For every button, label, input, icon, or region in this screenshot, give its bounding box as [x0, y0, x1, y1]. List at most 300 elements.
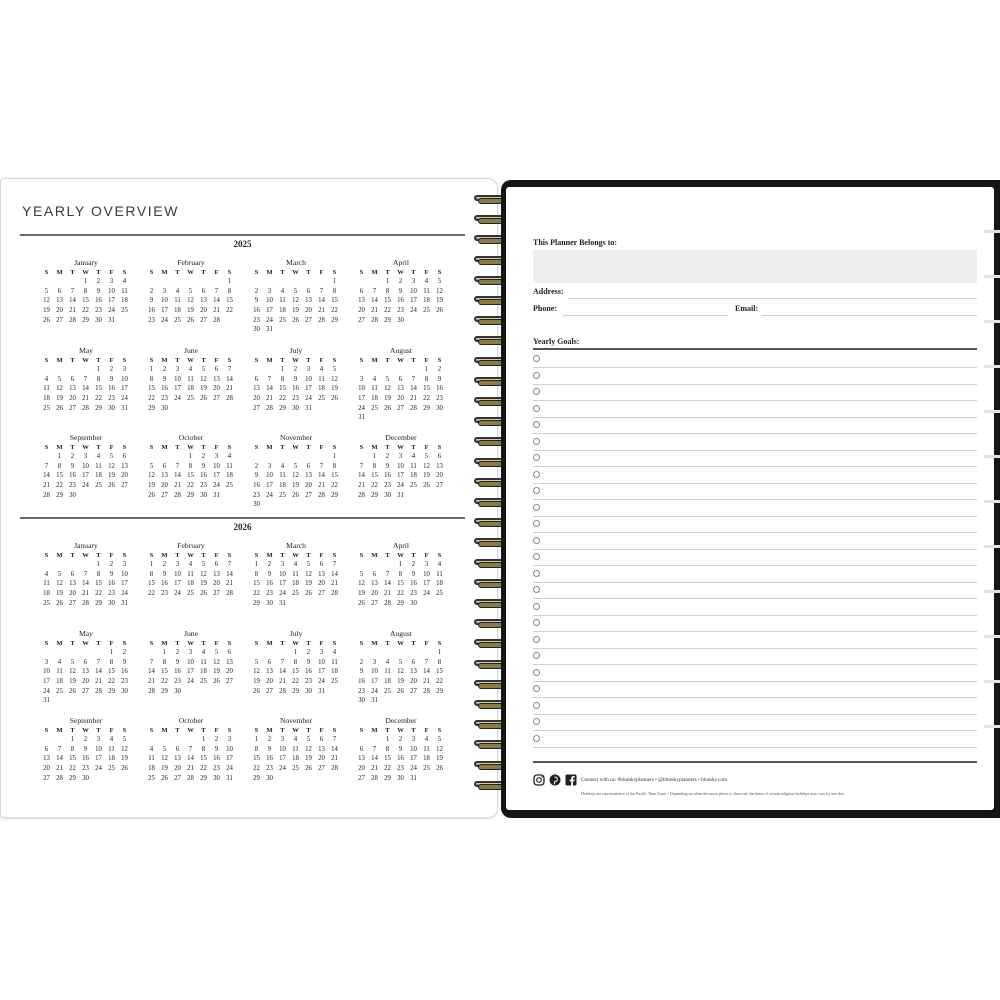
weekday-letter: F — [214, 552, 219, 559]
goal-line[interactable] — [533, 549, 977, 566]
day-number: 5 — [359, 570, 364, 578]
day-number: 24 — [279, 590, 286, 598]
owner-name-field[interactable] — [533, 250, 977, 283]
day-number: 1 — [254, 561, 259, 568]
day-number: 3 — [122, 561, 127, 568]
day-number: 29 — [253, 599, 260, 607]
goal-line[interactable] — [533, 533, 977, 550]
day-number: 9 — [122, 658, 127, 666]
empty-day — [368, 277, 381, 287]
day-number: 6 — [227, 649, 232, 656]
empty-day — [158, 277, 171, 287]
weekday-letter: T — [411, 269, 416, 276]
goal-line[interactable] — [533, 599, 977, 616]
empty-day — [40, 735, 53, 745]
goals-rule — [533, 348, 977, 350]
day-number: 17 — [187, 668, 194, 676]
day-number: 22 — [253, 765, 260, 773]
weekday-letter: T — [411, 444, 416, 451]
weekday-letter: M — [161, 727, 168, 734]
day-number: 19 — [436, 297, 443, 305]
day-number: 20 — [305, 307, 312, 315]
empty-day — [40, 560, 53, 570]
day-number: 13 — [253, 385, 260, 393]
pinterest-icon — [549, 774, 561, 786]
day-number: 12 — [69, 668, 76, 676]
day-number: 4 — [122, 278, 127, 285]
yearly-goals-label: Yearly Goals: — [533, 337, 580, 346]
month-july-2025 — [250, 346, 342, 413]
weekday-letter: S — [254, 727, 259, 734]
weekday-letter: M — [266, 444, 273, 451]
day-number: 2 — [162, 366, 167, 373]
weekday-letter: M — [56, 727, 63, 734]
weekday-header — [145, 356, 237, 365]
day-number: 21 — [266, 395, 273, 403]
day-number: 30 — [174, 687, 181, 695]
empty-day — [381, 365, 394, 375]
month-march-2025 — [250, 258, 342, 335]
day-number: 26 — [253, 687, 260, 695]
day-number: 25 — [318, 395, 325, 403]
goal-checkbox-icon[interactable] — [533, 619, 540, 626]
month-october-2025 — [145, 433, 237, 500]
day-number: 18 — [423, 297, 430, 305]
weekday-letter: T — [70, 357, 75, 364]
day-number: 26 — [331, 395, 338, 403]
day-number: 19 — [121, 755, 128, 763]
day-number: 12 — [436, 745, 443, 753]
weekday-header — [40, 356, 132, 365]
phone-label: Phone: — [533, 304, 557, 313]
day-number: 14 — [213, 297, 220, 305]
month-name: April — [392, 541, 410, 550]
day-number: 17 — [43, 678, 50, 686]
day-number: 9 — [411, 570, 416, 578]
weekday-letter: S — [44, 640, 49, 647]
day-number: 12 — [56, 580, 63, 588]
day-number: 16 — [148, 307, 155, 315]
day-number: 31 — [226, 774, 233, 782]
goal-line[interactable] — [533, 467, 977, 484]
month-name: March — [286, 541, 306, 550]
day-number: 19 — [69, 678, 76, 686]
day-number: 16 — [108, 580, 115, 588]
day-number: 22 — [95, 590, 102, 598]
day-number: 9 — [83, 745, 88, 753]
empty-day — [368, 560, 381, 570]
goal-checkbox-icon[interactable] — [533, 520, 540, 527]
day-number: 18 — [148, 765, 155, 773]
day-number: 28 — [331, 590, 338, 598]
day-number: 25 — [43, 404, 50, 412]
day-number: 5 — [149, 462, 154, 470]
day-number: 21 — [213, 307, 220, 315]
day-number: 30 — [213, 774, 220, 782]
day-number: 7 — [267, 375, 272, 383]
day-number: 22 — [423, 395, 430, 403]
weekday-letter: M — [371, 727, 378, 734]
holiday-note: Holidays are representative of the Pacific Time Zone. • Depending on when the moon phase is observed, the dates of certain religious holidays may vary by one day. — [581, 791, 845, 796]
day-number: 23 — [253, 491, 260, 499]
goal-checkbox-icon[interactable] — [533, 405, 540, 412]
day-number: 31 — [266, 326, 273, 334]
goal-checkbox-icon[interactable] — [533, 636, 540, 643]
goal-line[interactable] — [533, 681, 977, 698]
goal-checkbox-icon[interactable] — [533, 735, 540, 742]
day-number: 21 — [371, 765, 378, 773]
day-number: 8 — [162, 658, 167, 666]
day-number: 25 — [187, 590, 194, 598]
day-number: 9 — [109, 570, 114, 578]
day-number: 31 — [213, 491, 220, 499]
year-2025-rule — [20, 234, 465, 236]
empty-day — [250, 648, 263, 658]
empty-day — [394, 365, 407, 375]
goal-line[interactable] — [533, 450, 977, 467]
month-march-2026 — [250, 541, 342, 608]
weekday-letter: T — [96, 640, 101, 647]
goal-checkbox-icon[interactable] — [533, 718, 540, 725]
day-number: 3 — [162, 287, 167, 295]
empty-day — [171, 735, 184, 745]
day-number: 28 — [410, 404, 417, 412]
day-number: 19 — [200, 580, 207, 588]
day-number: 5 — [162, 745, 167, 753]
day-number: 11 — [292, 570, 299, 578]
weekday-letter: S — [437, 727, 442, 734]
goal-checkbox-icon[interactable] — [533, 685, 540, 692]
weekday-letter: T — [306, 727, 311, 734]
month-february-2026 — [145, 541, 237, 599]
day-number: 23 — [108, 590, 115, 598]
day-number: 1 — [201, 736, 206, 743]
day-number: 22 — [226, 307, 233, 315]
empty-day — [79, 365, 92, 375]
day-number: 4 — [437, 561, 442, 568]
day-number: 4 — [96, 453, 101, 460]
day-number: 27 — [213, 395, 220, 403]
day-number: 16 — [95, 297, 102, 305]
day-number: 13 — [397, 385, 404, 393]
goal-checkbox-icon[interactable] — [533, 438, 540, 445]
day-number: 6 — [306, 462, 311, 470]
day-number: 9 — [437, 375, 442, 383]
day-number: 29 — [187, 491, 194, 499]
day-number: 16 — [213, 755, 220, 763]
weekday-letter: S — [149, 727, 154, 734]
day-number: 16 — [161, 580, 168, 588]
weekday-letter: W — [82, 640, 89, 647]
goal-line[interactable] — [533, 731, 977, 748]
empty-day — [40, 365, 53, 375]
weekday-letter: S — [359, 640, 364, 647]
day-number: 26 — [108, 482, 115, 490]
day-number: 11 — [200, 658, 207, 666]
day-number: 1 — [254, 736, 259, 743]
day-number: 21 — [226, 580, 233, 588]
day-number: 3 — [188, 649, 193, 656]
day-number: 10 — [358, 385, 365, 393]
weekday-letter: S — [44, 552, 49, 559]
goal-line[interactable] — [533, 351, 977, 368]
day-number: 18 — [371, 395, 378, 403]
day-number: 24 — [279, 765, 286, 773]
empty-day — [53, 277, 66, 287]
weekday-letter: T — [70, 444, 75, 451]
month-august-2025 — [355, 346, 447, 423]
day-number: 9 — [254, 472, 259, 480]
day-grid — [145, 277, 237, 325]
day-number: 9 — [70, 462, 75, 470]
empty-day — [145, 277, 158, 287]
day-number: 15 — [371, 472, 378, 480]
month-name: September — [69, 716, 103, 725]
month-december-2025 — [355, 433, 447, 500]
goal-line[interactable] — [533, 582, 977, 599]
day-number: 9 — [306, 658, 311, 666]
weekday-letter: W — [187, 727, 194, 734]
day-number: 24 — [174, 590, 181, 598]
day-number: 27 — [56, 316, 63, 324]
day-number: 13 — [318, 745, 325, 753]
day-number: 17 — [318, 668, 325, 676]
day-number: 19 — [56, 590, 63, 598]
day-number: 12 — [397, 668, 404, 676]
goal-line[interactable] — [533, 483, 977, 500]
goal-checkbox-icon[interactable] — [533, 603, 540, 610]
weekday-letter: S — [149, 552, 154, 559]
weekday-header — [355, 639, 447, 648]
day-number: 8 — [372, 462, 377, 470]
goal-checkbox-icon[interactable] — [533, 504, 540, 511]
goal-checkbox-icon[interactable] — [533, 355, 540, 362]
goal-checkbox-icon[interactable] — [533, 454, 540, 461]
month-june-2026 — [145, 629, 237, 696]
empty-day — [145, 648, 158, 658]
empty-day — [197, 277, 210, 287]
weekday-letter: M — [266, 727, 273, 734]
day-number: 20 — [305, 482, 312, 490]
goal-line[interactable] — [533, 516, 977, 533]
day-number: 15 — [95, 580, 102, 588]
day-number: 10 — [174, 375, 181, 383]
month-name: December — [385, 716, 417, 725]
day-number: 25 — [56, 687, 63, 695]
day-number: 3 — [319, 649, 324, 656]
day-number: 23 — [410, 590, 417, 598]
day-number: 29 — [82, 316, 89, 324]
day-number: 10 — [423, 570, 430, 578]
weekday-header — [250, 639, 342, 648]
day-number: 4 — [57, 658, 62, 666]
day-number: 1 — [398, 561, 403, 568]
day-number: 15 — [331, 297, 338, 305]
day-number: 5 — [293, 462, 298, 470]
day-number: 14 — [331, 745, 338, 753]
goal-line[interactable] — [533, 698, 977, 715]
day-number: 7 — [70, 287, 75, 295]
day-grid — [250, 365, 342, 413]
day-number: 29 — [292, 687, 299, 695]
day-number: 19 — [331, 385, 338, 393]
goal-line[interactable] — [533, 566, 977, 583]
goal-checkbox-icon[interactable] — [533, 388, 540, 395]
goal-line[interactable] — [533, 434, 977, 451]
day-number: 2 — [254, 287, 259, 295]
day-number: 20 — [318, 755, 325, 763]
goal-checkbox-icon[interactable] — [533, 669, 540, 676]
weekday-letter: S — [149, 640, 154, 647]
day-number: 17 — [174, 385, 181, 393]
day-number: 27 — [43, 774, 50, 782]
empty-day — [355, 735, 368, 745]
month-july-2026 — [250, 629, 342, 696]
goal-line[interactable] — [533, 648, 977, 665]
month-name: January — [74, 541, 98, 550]
day-number: 29 — [253, 774, 260, 782]
goal-line[interactable] — [533, 417, 977, 434]
month-may-2026 — [40, 629, 132, 706]
day-number: 22 — [82, 307, 89, 315]
day-number: 14 — [95, 668, 102, 676]
empty-day — [263, 365, 276, 375]
day-number: 28 — [423, 687, 430, 695]
day-number: 26 — [148, 491, 155, 499]
goal-checkbox-icon[interactable] — [533, 570, 540, 577]
day-number: 3 — [424, 561, 429, 568]
day-number: 22 — [331, 482, 338, 490]
day-number: 26 — [56, 404, 63, 412]
weekday-letter: S — [44, 444, 49, 451]
day-number: 7 — [44, 462, 49, 470]
day-number: 3 — [109, 278, 114, 285]
goal-checkbox-icon[interactable] — [533, 586, 540, 593]
weekday-letter: S — [122, 640, 127, 647]
goal-checkbox-icon[interactable] — [533, 537, 540, 544]
goal-line[interactable] — [533, 500, 977, 517]
empty-day — [289, 452, 302, 462]
day-number: 18 — [292, 580, 299, 588]
goal-checkbox-icon[interactable] — [533, 652, 540, 659]
day-number: 4 — [280, 287, 285, 295]
day-number: 15 — [253, 580, 260, 588]
day-number: 28 — [318, 316, 325, 324]
weekday-letter: S — [254, 269, 259, 276]
day-number: 13 — [82, 668, 89, 676]
day-number: 4 — [424, 736, 429, 743]
day-number: 8 — [83, 287, 88, 295]
goal-checkbox-icon[interactable] — [533, 372, 540, 379]
day-number: 18 — [384, 678, 391, 686]
month-november-2025 — [250, 433, 342, 510]
day-number: 23 — [358, 687, 365, 695]
goal-checkbox-icon[interactable] — [533, 471, 540, 478]
goal-line[interactable] — [533, 714, 977, 731]
day-number: 8 — [57, 462, 62, 470]
goal-line[interactable] — [533, 384, 977, 401]
weekday-header — [40, 268, 132, 277]
day-number: 6 — [319, 561, 324, 568]
day-number: 19 — [200, 385, 207, 393]
weekday-letter: F — [319, 444, 324, 451]
day-number: 16 — [161, 385, 168, 393]
belongs-to-label: This Planner Belongs to: — [533, 238, 618, 247]
day-number: 3 — [175, 366, 180, 373]
goal-line[interactable] — [533, 401, 977, 418]
day-number: 26 — [200, 590, 207, 598]
phone-field[interactable] — [563, 315, 728, 316]
goal-checkbox-icon[interactable] — [533, 553, 540, 560]
goal-checkbox-icon[interactable] — [533, 421, 540, 428]
weekday-letter: S — [437, 552, 442, 559]
day-number: 30 — [108, 599, 115, 607]
weekday-letter: M — [371, 269, 378, 276]
weekday-letter: T — [96, 727, 101, 734]
goal-line[interactable] — [533, 632, 977, 649]
weekday-header — [145, 726, 237, 735]
day-number: 6 — [162, 462, 167, 470]
day-number: 16 — [384, 472, 391, 480]
day-number: 20 — [436, 472, 443, 480]
day-number: 2 — [254, 462, 259, 470]
goal-checkbox-icon[interactable] — [533, 702, 540, 709]
day-number: 21 — [358, 482, 365, 490]
weekday-letter: M — [56, 552, 63, 559]
weekday-header — [250, 551, 342, 560]
day-number: 1 — [188, 453, 193, 460]
day-number: 12 — [253, 668, 260, 676]
day-number: 17 — [279, 755, 286, 763]
day-number: 27 — [436, 482, 443, 490]
goal-line[interactable] — [533, 615, 977, 632]
day-number: 20 — [266, 678, 273, 686]
empty-day — [381, 648, 394, 658]
day-number: 4 — [424, 278, 429, 285]
day-number: 6 — [267, 658, 272, 666]
day-number: 1 — [372, 453, 377, 460]
day-number: 15 — [148, 385, 155, 393]
day-number: 1 — [109, 649, 114, 656]
goal-line[interactable] — [533, 665, 977, 682]
day-number: 23 — [82, 765, 89, 773]
empty-day — [53, 560, 66, 570]
day-number: 29 — [436, 687, 443, 695]
empty-day — [276, 277, 289, 287]
goal-line[interactable] — [533, 368, 977, 385]
empty-day — [407, 648, 420, 658]
day-number: 12 — [187, 297, 194, 305]
weekday-letter: S — [44, 357, 49, 364]
address-field[interactable] — [568, 298, 977, 299]
weekday-letter: M — [161, 357, 168, 364]
email-field[interactable] — [762, 315, 977, 316]
day-number: 30 — [384, 491, 391, 499]
day-number: 27 — [358, 316, 365, 324]
day-number: 13 — [266, 668, 273, 676]
goal-checkbox-icon[interactable] — [533, 487, 540, 494]
day-number: 11 — [423, 745, 430, 753]
empty-day — [184, 735, 197, 745]
day-number: 25 — [187, 395, 194, 403]
day-number: 12 — [331, 375, 338, 383]
day-number: 23 — [161, 590, 168, 598]
day-number: 3 — [175, 561, 180, 568]
day-number: 16 — [358, 678, 365, 686]
empty-day — [53, 648, 66, 658]
day-number: 3 — [359, 375, 364, 383]
day-number: 19 — [423, 472, 430, 480]
